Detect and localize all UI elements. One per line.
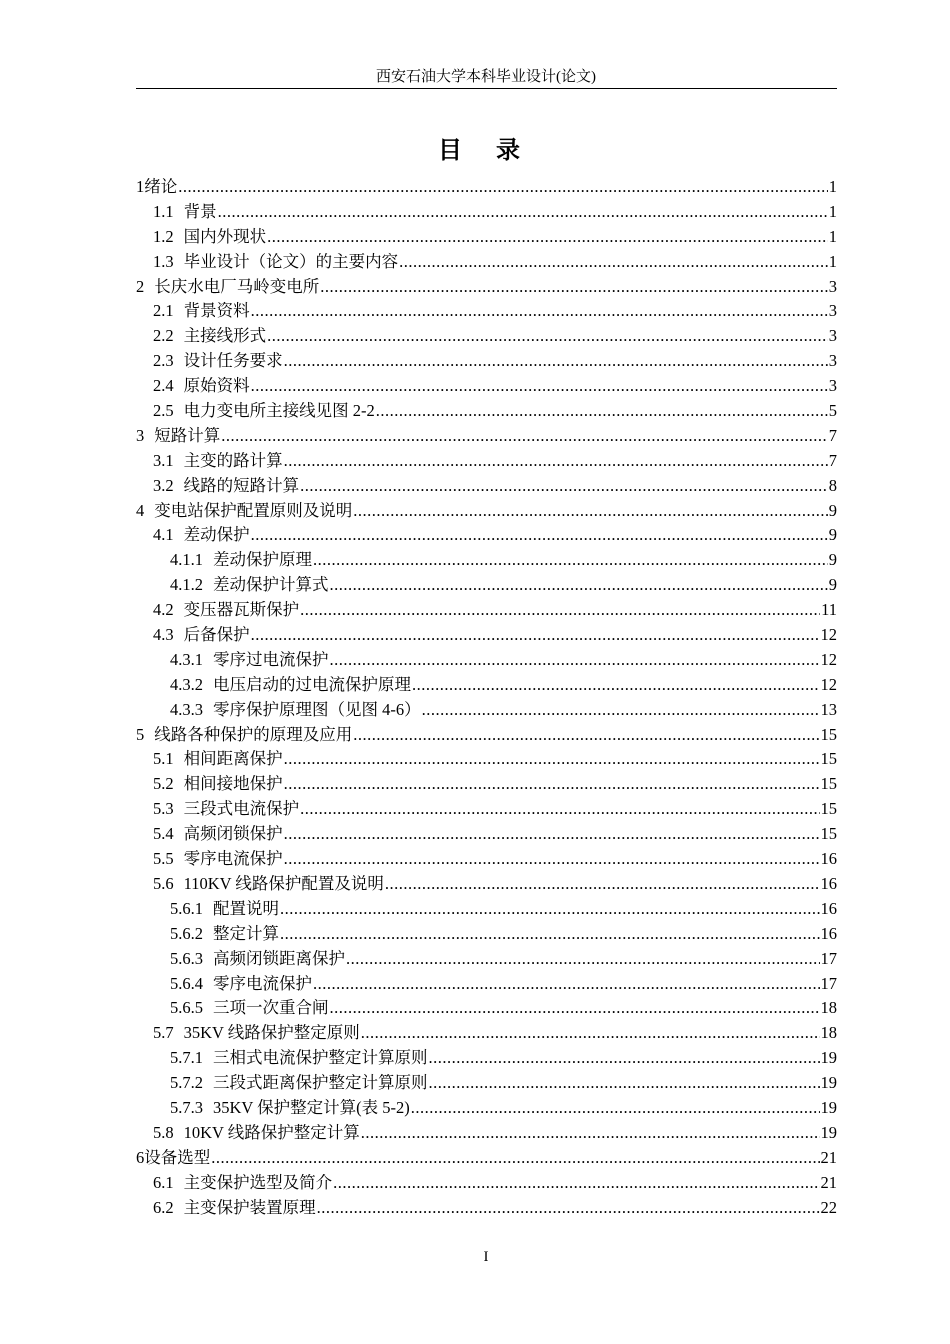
toc-entry-page: 5: [828, 401, 837, 421]
toc-entry-label: 三项一次重合闸: [213, 998, 329, 1018]
toc-entry-label: 变压器瓦斯保护: [183, 600, 300, 620]
toc-dot-leader: [218, 200, 828, 225]
toc-dot-leader: [412, 673, 820, 698]
toc-entry-number: 2.1: [153, 301, 174, 321]
toc-dot-leader: [385, 872, 820, 897]
toc-entry[interactable]: [136, 324, 837, 349]
toc-entry-page: 15: [820, 799, 837, 819]
toc-dot-leader: [333, 1171, 819, 1196]
toc-dot-leader: [178, 175, 828, 200]
toc-entry-number: 4.1: [153, 525, 174, 545]
toc-dot-leader: [320, 275, 828, 300]
toc-entry[interactable]: [136, 200, 837, 225]
toc-entry-page: 11: [821, 600, 837, 620]
toc-entry-label: 差动保护计算式: [213, 575, 329, 595]
toc-entry-page: 12: [820, 625, 837, 645]
toc-entry-number: 6.2: [153, 1197, 174, 1217]
toc-entry-number: 2.2: [153, 326, 174, 346]
toc-entry-number: 5.3: [153, 799, 174, 819]
toc-entry[interactable]: [136, 374, 837, 399]
toc-entry-label: 高频闭锁距离保护: [213, 948, 345, 968]
toc-entry-label: 整定计算: [213, 923, 279, 943]
toc-dot-leader: [330, 648, 820, 673]
toc-entry-page: 16: [820, 923, 837, 943]
toc-entry-label: 后备保护: [183, 625, 250, 645]
toc-entry-number: 4.1.1: [170, 550, 203, 570]
toc-entry-label: 三相式电流保护整定计算原则: [213, 1048, 428, 1068]
toc-entry[interactable]: [136, 747, 837, 772]
toc-entry-label: 110KV 线路保护配置及说明: [183, 873, 384, 893]
toc-entry-label: 差动保护: [183, 525, 250, 545]
toc-entry-page: 3: [828, 351, 837, 371]
toc-entry-number: 2.4: [153, 376, 174, 396]
toc-entry-number: 5.6.4: [170, 973, 203, 993]
toc-entry-page: 8: [828, 475, 837, 495]
toc-entry-number: 2.5: [153, 401, 174, 421]
toc-entry-page: 13: [820, 699, 837, 719]
toc-entry-label: 零序电流保护: [183, 849, 283, 869]
toc-dot-leader: [411, 1096, 820, 1121]
toc-entry[interactable]: [136, 1196, 837, 1221]
toc-dot-leader: [399, 250, 828, 275]
toc-entry-number: 3.1: [153, 450, 174, 470]
toc-entry[interactable]: [136, 449, 837, 474]
toc-entry[interactable]: [136, 548, 837, 573]
toc-entry-label: 主变保护装置原理: [183, 1197, 316, 1217]
toc-entry[interactable]: [136, 623, 837, 648]
toc-entry-label: 主接线形式: [183, 326, 267, 346]
toc-dot-leader: [429, 1071, 820, 1096]
toc-dot-leader: [353, 499, 828, 524]
toc-entry[interactable]: [136, 1096, 837, 1121]
toc-entry-label: 毕业设计（论文）的主要内容: [183, 251, 399, 271]
toc-entry-page: 1: [828, 201, 837, 221]
toc-entry-page: 15: [820, 774, 837, 794]
toc-entry-number: 4.3.3: [170, 699, 203, 719]
page-header: 西安石油大学本科毕业设计(论文): [376, 69, 596, 85]
toc-entry-label: 零序电流保护: [213, 973, 312, 993]
toc-dot-leader: [361, 1121, 820, 1146]
toc-entry[interactable]: [136, 275, 837, 300]
toc-entry-page: 1: [828, 177, 837, 196]
toc-entry-page: 3: [828, 276, 837, 296]
toc-dot-leader: [284, 822, 820, 847]
toc-dot-leader: [429, 1046, 820, 1071]
toc-entry-number: 1: [136, 177, 145, 196]
toc-dot-leader: [330, 573, 828, 598]
toc-dot-leader: [267, 225, 828, 250]
toc-entry-label: 设备选型: [144, 1147, 211, 1167]
toc-entry-page: 1: [828, 251, 837, 271]
toc-entry-page: 9: [828, 525, 837, 545]
toc-entry-number: 5.2: [153, 774, 174, 794]
toc-entry[interactable]: [136, 897, 837, 922]
toc-entry-number: 5.4: [153, 824, 174, 844]
toc-entry-label: 三段式电流保护: [183, 799, 300, 819]
toc-entry-page: 19: [820, 1122, 837, 1142]
toc-entry-number: 4.3.1: [170, 649, 203, 669]
toc-entry-label: 零序保护原理图（见图 4-6）: [213, 699, 421, 719]
toc-entry-page: 12: [820, 674, 837, 694]
toc-entry[interactable]: [136, 225, 837, 250]
toc-entry-page: 19: [820, 1048, 837, 1068]
toc-entry-number: 5.6.1: [170, 898, 203, 918]
toc-entry-page: 19: [820, 1073, 837, 1093]
toc-entry-label: 相间接地保护: [183, 774, 283, 794]
toc-dot-leader: [284, 772, 820, 797]
toc-entry-label: 差动保护原理: [213, 550, 312, 570]
toc-entry-label: 长庆水电厂马岭变电所: [154, 276, 320, 296]
toc-dot-leader: [251, 299, 828, 324]
toc-entry-number: 5.7.3: [170, 1097, 203, 1117]
toc-entry[interactable]: [136, 996, 837, 1021]
toc-entry-label: 电压启动的过电流保护原理: [213, 674, 411, 694]
toc-dot-leader: [284, 349, 828, 374]
toc-entry[interactable]: [136, 772, 837, 797]
toc-entry-number: 5.5: [153, 849, 174, 869]
toc-entry-label: 短路计算: [154, 425, 221, 445]
toc-entry-number: 5.6.2: [170, 923, 203, 943]
toc-entry-page: 21: [820, 1172, 837, 1192]
toc-dot-leader: [284, 747, 820, 772]
toc-dot-leader: [300, 797, 819, 822]
toc-entry[interactable]: [136, 1171, 837, 1196]
table-of-contents: [136, 175, 837, 1220]
toc-entry[interactable]: [136, 523, 837, 548]
toc-entry-label: 配置说明: [213, 898, 279, 918]
toc-entry[interactable]: [136, 399, 837, 424]
toc-entry-page: 7: [828, 450, 837, 470]
toc-entry-number: 5.1: [153, 749, 174, 769]
toc-entry-number: 1.2: [153, 226, 174, 246]
toc-entry-page: 9: [828, 550, 837, 570]
toc-entry-number: 1.3: [153, 251, 174, 271]
toc-entry[interactable]: [136, 698, 837, 723]
toc-dot-leader: [251, 523, 828, 548]
toc-entry[interactable]: [136, 1071, 837, 1096]
toc-entry-page: 15: [820, 824, 837, 844]
toc-dot-leader: [221, 424, 828, 449]
toc-entry-number: 4.2: [153, 600, 174, 620]
toc-entry-number: 6.1: [153, 1172, 174, 1192]
toc-entry-label: 35KV 保护整定计算(表 5-2): [213, 1097, 410, 1117]
toc-entry-page: 7: [828, 425, 837, 445]
toc-entry[interactable]: [136, 250, 837, 275]
toc-entry[interactable]: [136, 573, 837, 598]
toc-dot-leader: [313, 972, 820, 997]
toc-entry-number: 5.6.3: [170, 948, 203, 968]
toc-entry-page: 3: [828, 301, 837, 321]
toc-entry[interactable]: [136, 972, 837, 997]
toc-entry-label: 零序过电流保护: [213, 649, 329, 669]
toc-entry[interactable]: [136, 723, 837, 748]
toc-dot-leader: [361, 1021, 820, 1046]
toc-entry-page: 15: [820, 724, 837, 744]
toc-entry-label: 10KV 线路保护整定计算: [183, 1122, 360, 1142]
toc-entry-number: 5: [136, 724, 145, 744]
toc-dot-leader: [211, 1146, 819, 1171]
toc-entry-label: 高频闭锁保护: [183, 824, 283, 844]
toc-entry-number: 3.2: [153, 475, 174, 495]
toc-entry[interactable]: [136, 1046, 837, 1071]
toc-entry-label: 线路各种保护的原理及应用: [154, 724, 353, 744]
toc-entry-page: 16: [820, 849, 837, 869]
toc-dot-leader: [330, 996, 820, 1021]
toc-dot-leader: [346, 947, 820, 972]
toc-entry-number: 5.6: [153, 873, 174, 893]
toc-entry-page: 3: [828, 376, 837, 396]
toc-dot-leader: [376, 399, 828, 424]
toc-dot-leader: [267, 324, 828, 349]
toc-entry-label: 原始资料: [183, 376, 250, 396]
toc-dot-leader: [353, 723, 819, 748]
toc-entry[interactable]: [136, 175, 837, 200]
toc-entry-number: 5.7.2: [170, 1073, 203, 1093]
toc-entry-page: 15: [820, 749, 837, 769]
toc-entry-label: 设计任务要求: [183, 351, 283, 371]
toc-entry-number: 5.7: [153, 1023, 174, 1043]
toc-dot-leader: [280, 922, 820, 947]
toc-entry-page: 3: [828, 326, 837, 346]
toc-entry-page: 19: [820, 1097, 837, 1117]
toc-entry-page: 17: [820, 948, 837, 968]
toc-entry-number: 5.6.5: [170, 998, 203, 1018]
toc-entry[interactable]: [136, 872, 837, 897]
toc-entry-label: 线路的短路计算: [183, 475, 300, 495]
toc-entry[interactable]: [136, 474, 837, 499]
toc-entry[interactable]: [136, 299, 837, 324]
toc-entry-page: 9: [828, 575, 837, 595]
toc-entry-page: 17: [820, 973, 837, 993]
toc-entry-page: 18: [820, 1023, 837, 1043]
toc-entry-label: 变电站保护配置原则及说明: [154, 500, 353, 520]
toc-entry-page: 21: [820, 1147, 837, 1167]
toc-entry-label: 相间距离保护: [183, 749, 283, 769]
toc-entry-page: 16: [820, 898, 837, 918]
toc-entry-page: 18: [820, 998, 837, 1018]
toc-entry[interactable]: [136, 1021, 837, 1046]
header-divider: [136, 88, 837, 89]
toc-entry-label: 电力变电所主接线见图 2-2: [183, 401, 375, 421]
toc-entry[interactable]: [136, 947, 837, 972]
toc-title: 目 录: [438, 138, 534, 164]
toc-dot-leader: [300, 598, 820, 623]
toc-entry-page: 22: [820, 1197, 837, 1217]
toc-entry-number: 4.1.2: [170, 575, 203, 595]
toc-entry-number: 5.8: [153, 1122, 174, 1142]
toc-entry-label: 国内外现状: [183, 226, 267, 246]
toc-dot-leader: [300, 474, 828, 499]
toc-dot-leader: [284, 847, 820, 872]
toc-entry[interactable]: [136, 499, 837, 524]
toc-dot-leader: [251, 623, 820, 648]
toc-dot-leader: [313, 548, 828, 573]
toc-entry-number: 4: [136, 500, 145, 520]
toc-entry-label: 背景: [183, 201, 217, 221]
toc-entry[interactable]: [136, 598, 837, 623]
toc-dot-leader: [422, 698, 820, 723]
toc-entry-number: 4.3.2: [170, 674, 203, 694]
toc-entry[interactable]: [136, 424, 837, 449]
toc-entry-number: 4.3: [153, 625, 174, 645]
toc-dot-leader: [251, 374, 828, 399]
toc-entry-number: 5.7.1: [170, 1048, 203, 1068]
toc-entry[interactable]: [136, 847, 837, 872]
toc-entry[interactable]: [136, 822, 837, 847]
page-number: I: [483, 1249, 489, 1265]
toc-entry-page: 16: [820, 873, 837, 893]
toc-dot-leader: [280, 897, 820, 922]
toc-entry[interactable]: [136, 797, 837, 822]
toc-entry[interactable]: [136, 349, 837, 374]
toc-dot-leader: [284, 449, 828, 474]
toc-entry-page: 1: [828, 226, 837, 246]
toc-entry-label: 三段式距离保护整定计算原则: [213, 1073, 428, 1093]
toc-entry-number: 1.1: [153, 201, 174, 221]
toc-entry-label: 主变保护选型及简介: [183, 1172, 333, 1192]
toc-dot-leader: [317, 1196, 820, 1221]
toc-entry-number: 6: [136, 1147, 145, 1167]
toc-entry-page: 12: [820, 649, 837, 669]
toc-entry-number: 3: [136, 425, 145, 445]
toc-entry-label: 绪论: [144, 177, 178, 196]
toc-entry-label: 主变的路计算: [183, 450, 283, 470]
toc-entry[interactable]: [136, 922, 837, 947]
toc-entry-number: 2: [136, 276, 145, 296]
toc-entry-label: 背景资料: [183, 301, 250, 321]
toc-entry[interactable]: [136, 673, 837, 698]
toc-entry[interactable]: [136, 1121, 837, 1146]
toc-entry[interactable]: [136, 1146, 837, 1171]
toc-entry[interactable]: [136, 648, 837, 673]
toc-entry-page: 9: [828, 500, 837, 520]
toc-entry-number: 2.3: [153, 351, 174, 371]
toc-entry-label: 35KV 线路保护整定原则: [183, 1023, 360, 1043]
